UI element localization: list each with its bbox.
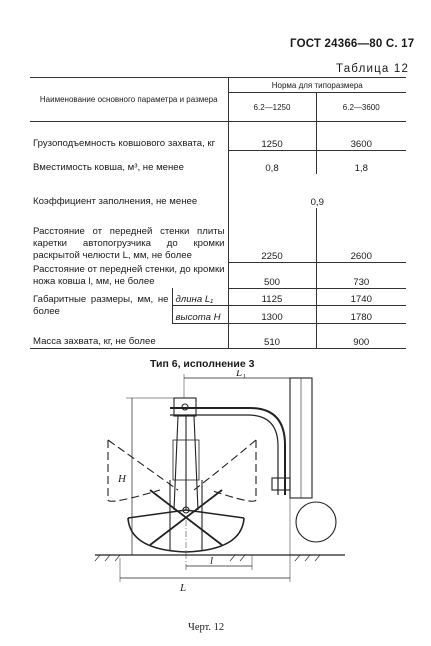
table-row [30, 150, 406, 174]
figure-type-caption: Тип 6, исполнение 3 [150, 358, 255, 370]
row-value: 1,8 [316, 150, 406, 174]
table-row [30, 262, 406, 288]
row-value: 1740 [316, 288, 406, 306]
row-value: 1125 [228, 288, 316, 306]
row-value: 2600 [316, 208, 406, 262]
label-L: L [180, 582, 187, 594]
row-value: 1250 [228, 122, 316, 151]
row-sublabel: высота H [172, 306, 228, 324]
figure-caption: Черт. 12 [188, 622, 225, 633]
size-header-2: 6.2—3600 [316, 93, 406, 122]
table-number: Таблица 12 [336, 63, 410, 75]
row-value: 730 [316, 262, 406, 288]
page-header: ГОСТ 24366—80 С. 17 [290, 38, 415, 50]
row-value: 1780 [316, 306, 406, 324]
wheel [296, 502, 336, 542]
norm-header: Норма для типоразмера [228, 78, 406, 93]
grab-drawing [0, 370, 431, 620]
size-header-1: 6.2—1250 [228, 93, 316, 122]
row-value: 900 [316, 324, 406, 349]
row-value-merged: 0,9 [228, 174, 406, 208]
table-row [30, 208, 406, 262]
label-H: H [118, 473, 126, 485]
label-l: l [210, 555, 214, 567]
row-label: Грузоподъемность ковшового захвата, кг [33, 138, 216, 149]
open-jaw-right [210, 440, 256, 501]
row-value: 1300 [228, 306, 316, 324]
label-L1: L₁ [236, 370, 246, 379]
row-value: 2250 [228, 208, 316, 262]
row-value: 3600 [316, 122, 406, 151]
param-header: Наименование основного параметра и размера [30, 78, 228, 122]
row-label: Коэффициент заполнения, не менее [33, 196, 198, 207]
table-row [30, 324, 406, 349]
table-row [30, 288, 406, 306]
row-label: Масса захвата, кг, не более [33, 336, 156, 347]
table-row [30, 174, 406, 208]
row-label: Вместимость ковша, м³, не менее [33, 162, 184, 173]
parameters-table [30, 77, 406, 349]
row-sublabel: длина L₁ [172, 288, 228, 306]
row-value: 500 [228, 262, 316, 288]
table-row [30, 122, 406, 151]
row-label: Расстояние от передней стенки плиты каретки автопогрузчика до кромки раскрытой челюсти L, мм, не более [33, 226, 225, 261]
row-label: Расстояние от передней стенки, до кромки ножа ковша l, мм, не более [33, 264, 225, 287]
row-label: Габаритные размеры, мм, не более [33, 293, 169, 317]
row-value: 510 [228, 324, 316, 349]
row-value: 0,8 [228, 150, 316, 174]
